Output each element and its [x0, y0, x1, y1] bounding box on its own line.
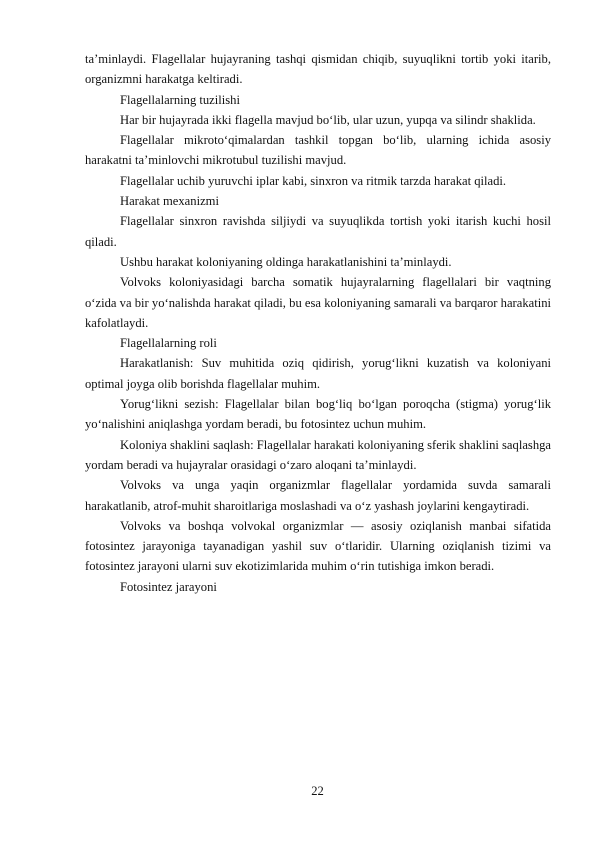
paragraph: Koloniya shaklini saqlash: Flagellalar harakati koloniyaning sferik shaklini saqlashga yordam beradi va hujayralar orasidagi o‘zaro aloqani ta’minlaydi.	[85, 437, 551, 472]
paragraph: Har bir hujayrada ikki flagella mavjud bo‘lib, ular uzun, yupqa va silindr shaklida.	[120, 112, 536, 127]
paragraph: Yorug‘likni sezish: Flagellalar bilan bog‘liq bo‘lgan poroqcha (stigma) yorug‘lik yo‘nalishini aniqlashga yordam beradi, bu fotosintez uchun muhim.	[85, 397, 551, 432]
paragraph: Flagellalar sinxron ravishda siljiydi va suyuqlikda tortish yoki itarish kuchi hosil qiladi.	[85, 214, 551, 249]
section-heading: Flagellalarning roli	[120, 336, 217, 351]
section-heading: Flagellalarning tuzilishi	[120, 92, 240, 107]
paragraph: Volvoks va unga yaqin organizmlar flagellalar yordamida suvda samarali harakatlanib, atrof-muhit sharoitlariga moslashadi va o‘z yashash joylarini kengaytiradi.	[85, 478, 551, 513]
paragraph: ta’minlaydi. Flagellalar hujayraning tashqi qismidan chiqib, suyuqlikni tortib yoki itarib, organizmni harakatga keltiradi.	[85, 52, 551, 87]
paragraph: Volvoks koloniyasidagi barcha somatik hujayralarning flagellalari bir vaqtning o‘zida va bir yo‘nalishda harakat qiladi, bu esa koloniyaning samarali va barqaror harakatini kafolatlaydi.	[85, 275, 551, 330]
paragraph: Ushbu harakat koloniyaning oldinga harakatlanishini ta’minlaydi.	[120, 254, 452, 269]
paragraph: Volvoks va boshqa volvokal organizmlar — asosiy oziqlanish manbai sifatida fotosintez jarayoniga tayanadigan yashil suv o‘tlaridir. Ularning oziqlanish tizimi va fotosintez jarayoni ularni suv ekotizimlarida muhim o‘rin tutishiga imkon beradi.	[85, 518, 551, 574]
paragraph: Flagellalar uchib yuruvchi iplar kabi, sinxron va ritmik tarzda harakat qiladi.	[120, 173, 507, 188]
page-number: 22	[311, 784, 324, 798]
paragraph: Harakatlanish: Suv muhitida oziq qidirish, yorug‘likni kuzatish va koloniyani optimal joyga olib borishda flagellalar muhim.	[85, 356, 551, 391]
paragraph: Flagellalar mikroto‘qimalardan tashkil topgan bo‘lib, ularning ichida asosiy harakatni ta’minlovchi mikrotubul tuzilishi mavjud.	[85, 133, 551, 168]
section-heading: Fotosintez jarayoni	[120, 579, 217, 594]
section-heading: Harakat mexanizmi	[120, 194, 219, 209]
page-body	[85, 49, 551, 597]
